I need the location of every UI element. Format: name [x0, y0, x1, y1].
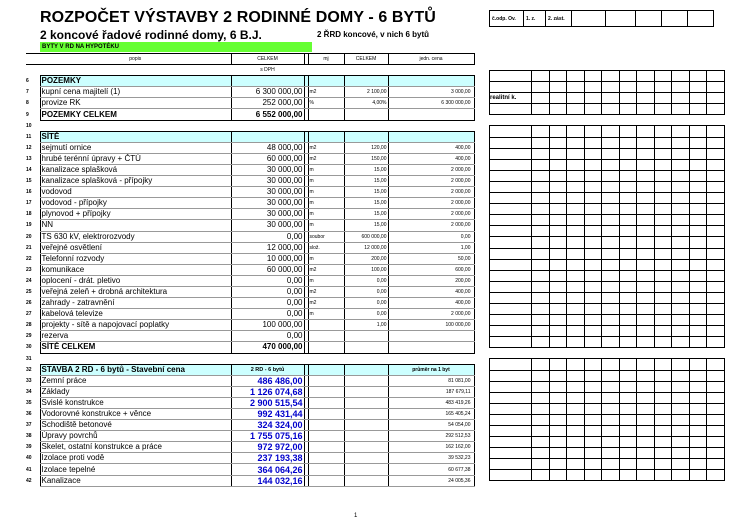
table-row: [26, 264, 474, 275]
item-unit-price: 6 300 000,00: [388, 98, 474, 109]
row-number: 23: [26, 266, 32, 273]
grid-row: [490, 170, 725, 181]
item-total: 48 000,00: [231, 142, 304, 153]
item-unit-price: 2 000,00: [388, 209, 474, 220]
grid-row: [490, 470, 725, 481]
item-unit: %: [308, 98, 344, 109]
item-label: oplocení - drát. pletivo: [40, 275, 231, 286]
item-unit-price: 600,00: [388, 264, 474, 275]
item-unit: m: [308, 164, 344, 175]
grid-row: [490, 82, 725, 93]
item-label: vodovod - přípojky: [40, 198, 231, 209]
item-label: hrubé terénní úpravy + ČTÚ: [40, 153, 231, 164]
grid-row: [490, 414, 725, 425]
row-number: 17: [26, 200, 32, 207]
right-header-cell: [636, 11, 662, 27]
item-label: zahrady - zatravnění: [40, 298, 231, 309]
grid-row: [490, 148, 725, 159]
item-unit: m: [308, 198, 344, 209]
item-quantity: 15,00: [344, 220, 388, 231]
item-quantity: 200,00: [344, 253, 388, 264]
item-quantity: 0,00: [344, 309, 388, 320]
item-label: projekty - sítě a napojovací poplatky: [40, 320, 231, 331]
table-row: [26, 386, 474, 397]
item-unit: m2: [308, 264, 344, 275]
item-label: kanalizace splašková - přípojky: [40, 176, 231, 187]
item-total: 0,00: [231, 275, 304, 286]
row-number: 30: [26, 344, 32, 351]
item-total: 237 193,38: [231, 453, 304, 464]
row-number: 10: [26, 122, 32, 129]
table-row: [26, 397, 474, 408]
item-unit-price: 2 000,00: [388, 198, 474, 209]
grid-row: [490, 403, 725, 414]
item-average: 81 081,00: [388, 375, 474, 386]
item-label: Schodiště betonové: [40, 420, 231, 431]
grid-row: [490, 237, 725, 248]
row-number: 31: [26, 355, 32, 362]
item-quantity: 15,00: [344, 198, 388, 209]
table-row: [26, 164, 474, 175]
item-average: 24 005,36: [388, 475, 474, 486]
row-number: 34: [26, 388, 32, 395]
item-unit-price: 100 000,00: [388, 320, 474, 331]
item-label: Zemní práce: [40, 375, 231, 386]
item-label: NN: [40, 220, 231, 231]
grid-row: [490, 348, 725, 359]
item-unit-price: 1,00: [388, 242, 474, 253]
item-unit-price: 2 000,00: [388, 220, 474, 231]
total-value: 470 000,00: [231, 342, 304, 353]
item-total: 30 000,00: [231, 164, 304, 175]
row-number: 21: [26, 244, 32, 251]
right-header-cell: [572, 11, 606, 27]
item-total: 972 972,00: [231, 442, 304, 453]
table-row: [26, 253, 474, 264]
row-number: 40: [26, 455, 32, 462]
col-header-celkem2: CELKEM: [344, 54, 388, 65]
row-number: 29: [26, 333, 32, 340]
grid-row: [490, 448, 725, 459]
table-row: [26, 142, 474, 153]
grid-row: [490, 381, 725, 392]
item-average: 54 054,00: [388, 420, 474, 431]
item-total: 0,00: [231, 331, 304, 342]
table-row: [26, 409, 474, 420]
item-unit: [308, 331, 344, 342]
col-header-num: [26, 54, 40, 65]
table-row: [26, 187, 474, 198]
item-unit-price: 400,00: [388, 286, 474, 297]
item-quantity: 12 000,00: [344, 242, 388, 253]
item-unit-price: 400,00: [388, 142, 474, 153]
col-header-mj: mj: [308, 54, 344, 65]
item-total: 6 300 000,00: [231, 87, 304, 98]
col-header-popis: popis: [40, 54, 231, 65]
item-label: Izolace proti vodě: [40, 453, 231, 464]
col-header-jedn-cena: jedn. cena: [388, 54, 474, 65]
item-unit-price: 50,00: [388, 253, 474, 264]
table-row: [26, 353, 474, 364]
table-row: [26, 220, 474, 231]
item-unit: m2: [308, 298, 344, 309]
grid-row: [490, 392, 725, 403]
item-quantity: 120,00: [344, 142, 388, 153]
item-total: 30 000,00: [231, 198, 304, 209]
table-row: [26, 420, 474, 431]
grid-row: [490, 93, 725, 104]
grid-row: [490, 215, 725, 226]
item-quantity: 1,00: [344, 320, 388, 331]
right-header-cell: 2. zást.: [546, 11, 572, 27]
row-number: 20: [26, 233, 32, 240]
item-label: Svislé konstrukce: [40, 397, 231, 408]
row-number: 38: [26, 433, 32, 440]
right-header-cell: [606, 11, 636, 27]
item-unit: m: [308, 187, 344, 198]
item-unit: m: [308, 309, 344, 320]
row-number: 14: [26, 166, 32, 173]
item-label: sejmutí ornice: [40, 142, 231, 153]
row-number: 6: [26, 78, 29, 85]
table-row: [26, 375, 474, 386]
item-total: 992 431,44: [231, 409, 304, 420]
item-total: 30 000,00: [231, 176, 304, 187]
grid-row: [490, 181, 725, 192]
item-quantity: 15,00: [344, 176, 388, 187]
row-number: 22: [26, 255, 32, 262]
item-total: 0,00: [231, 286, 304, 297]
grid-row: [490, 292, 725, 303]
right-header-cell: č.odp. Ov.: [490, 11, 524, 27]
item-label: rezerva: [40, 331, 231, 342]
section-subheader-avg: průměr na 1 byt: [388, 364, 474, 375]
item-average: 60 677,38: [388, 464, 474, 475]
table-row: [26, 120, 474, 131]
grid-row: [490, 248, 725, 259]
item-unit: m: [308, 176, 344, 187]
grid-row: [490, 226, 725, 237]
item-label: Telefonní rozvody: [40, 253, 231, 264]
item-unit-price: 200,00: [388, 275, 474, 286]
grid-row: [490, 303, 725, 314]
row-number: 27: [26, 311, 32, 318]
row-number: 36: [26, 411, 32, 418]
item-quantity: 600 000,00: [344, 231, 388, 242]
item-unit: m: [308, 220, 344, 231]
grid-row: [490, 359, 725, 370]
item-unit: m: [308, 209, 344, 220]
item-total: 1 755 075,16: [231, 431, 304, 442]
item-total: 364 064,26: [231, 464, 304, 475]
row-number: 24: [26, 277, 32, 284]
row-number: 41: [26, 466, 32, 473]
right-header-cell: 1. z.: [524, 11, 546, 27]
item-unit: m: [308, 275, 344, 286]
right-grid: [489, 70, 725, 481]
item-unit: m2: [308, 142, 344, 153]
item-unit-price: 400,00: [388, 153, 474, 164]
grid-row: [490, 204, 725, 215]
total-label: SÍTĚ CELKEM: [40, 342, 231, 353]
table-row: [26, 209, 474, 220]
item-label: provize RK: [40, 98, 231, 109]
item-unit-price: 2 000,00: [388, 176, 474, 187]
item-total: 10 000,00: [231, 253, 304, 264]
section-label: STAVBA 2 RD - 6 bytů - Stavební cena: [40, 364, 231, 375]
row-number: 25: [26, 289, 32, 296]
table-row: [26, 98, 474, 109]
table-row: [26, 286, 474, 297]
item-total: 1 126 074,68: [231, 386, 304, 397]
item-total: 0,00: [231, 298, 304, 309]
item-total: 252 000,00: [231, 98, 304, 109]
item-quantity: 0,00: [344, 286, 388, 297]
section-label: SÍTĚ: [40, 131, 231, 142]
item-unit: m: [308, 253, 344, 264]
table-row: [26, 309, 474, 320]
green-banner: BYTY V RD NA HYPOTÉKU: [40, 42, 312, 52]
item-label: vodovod: [40, 187, 231, 198]
row-number: 13: [26, 155, 32, 162]
table-row: [26, 153, 474, 164]
table-row: [26, 331, 474, 342]
total-value: 6 552 000,00: [231, 109, 304, 120]
item-unit-price: 2 000,00: [388, 309, 474, 320]
row-number: 19: [26, 222, 32, 229]
row-number: 32: [26, 366, 32, 373]
item-label: kanalizace splašková: [40, 164, 231, 175]
row-number: 42: [26, 477, 32, 484]
item-average: 292 512,53: [388, 431, 474, 442]
table-row: [26, 364, 474, 375]
row-number: 35: [26, 399, 32, 406]
grid-row: [490, 326, 725, 337]
item-average: 187 679,11: [388, 386, 474, 397]
grid-row: [490, 437, 725, 448]
item-label: kupní cena majitelí (1): [40, 87, 231, 98]
item-average: 39 532,23: [388, 453, 474, 464]
row-number: 8: [26, 100, 29, 107]
item-label: Skelet, ostatní konstrukce a práce: [40, 442, 231, 453]
item-label: Kanalizace: [40, 475, 231, 486]
side-note: realitní k.: [490, 93, 532, 104]
item-unit: slož.: [308, 242, 344, 253]
item-quantity: 0,00: [344, 298, 388, 309]
item-unit: m2: [308, 153, 344, 164]
item-total: 30 000,00: [231, 187, 304, 198]
row-number: 28: [26, 322, 32, 329]
table-row: [26, 109, 474, 120]
row-number: 33: [26, 377, 32, 384]
item-quantity: [344, 331, 388, 342]
item-label: Úpravy povrchů: [40, 431, 231, 442]
item-unit-price: [388, 331, 474, 342]
item-label: Vodorovné konstrukce + věnce: [40, 409, 231, 420]
right-header-table: [489, 10, 714, 27]
item-unit: soubor: [308, 231, 344, 242]
grid-row: [490, 126, 725, 137]
grid-row: [490, 115, 725, 126]
item-quantity: 15,00: [344, 164, 388, 175]
table-row: [26, 453, 474, 464]
item-total: 144 032,16: [231, 475, 304, 486]
grid-row: [490, 104, 725, 115]
grid-row: [490, 259, 725, 270]
grid-row: [490, 315, 725, 326]
item-quantity: 150,00: [344, 153, 388, 164]
item-quantity: 15,00: [344, 187, 388, 198]
item-unit: m2: [308, 286, 344, 297]
grid-row: [490, 281, 725, 292]
item-label: veřejná zeleň + drobná architektura: [40, 286, 231, 297]
item-unit-price: 2 000,00: [388, 164, 474, 175]
item-total: 0,00: [231, 231, 304, 242]
row-number: 9: [26, 111, 29, 118]
section-subheader: 2 RD - 6 bytů: [231, 364, 304, 375]
item-total: 12 000,00: [231, 242, 304, 253]
item-quantity: 0,00: [344, 275, 388, 286]
row-number: 7: [26, 89, 29, 96]
item-label: Základy: [40, 386, 231, 397]
item-label: TS 630 kV, elektrorozvody: [40, 231, 231, 242]
table-row: [26, 442, 474, 453]
page-number: 1: [354, 513, 358, 519]
table-row: [26, 131, 474, 142]
item-total: 486 486,00: [231, 375, 304, 386]
item-quantity: 4,00%: [344, 98, 388, 109]
table-row: [26, 87, 474, 98]
table-row: [26, 320, 474, 331]
table-row: [26, 464, 474, 475]
grid-row: [490, 159, 725, 170]
item-average: 162 162,00: [388, 442, 474, 453]
table-row: [26, 431, 474, 442]
grid-row: [490, 459, 725, 470]
row-number: 39: [26, 444, 32, 451]
right-header-cell: [688, 11, 714, 27]
item-unit: [308, 320, 344, 331]
page-subtitle: 2 koncové řadové rodinné domy, 6 B.J.: [40, 28, 262, 42]
item-quantity: 2 100,00: [344, 87, 388, 98]
row-number: 15: [26, 178, 32, 185]
table-row: [26, 198, 474, 209]
row-number: 11: [26, 133, 32, 140]
item-label: veřejné osvětlení: [40, 242, 231, 253]
grid-row: [490, 426, 725, 437]
table-row: [26, 242, 474, 253]
item-total: 60 000,00: [231, 264, 304, 275]
grid-row: [490, 137, 725, 148]
item-unit-price: 400,00: [388, 298, 474, 309]
item-total: 324 324,00: [231, 420, 304, 431]
grid-row: [490, 370, 725, 381]
item-total: 2 900 515,54: [231, 397, 304, 408]
table-row: [26, 275, 474, 286]
row-number: 12: [26, 144, 32, 151]
item-unit: m2: [308, 87, 344, 98]
item-total: 100 000,00: [231, 320, 304, 331]
item-average: 483 419,26: [388, 397, 474, 408]
item-unit-price: 2 000,00: [388, 187, 474, 198]
table-row: [26, 342, 474, 353]
item-quantity: 15,00: [344, 209, 388, 220]
table-row: [26, 176, 474, 187]
row-number: 18: [26, 211, 32, 218]
item-total: 0,00: [231, 309, 304, 320]
row-number: 16: [26, 189, 32, 196]
table-row: [26, 475, 474, 486]
item-quantity: 100,00: [344, 264, 388, 275]
item-label: komunikace: [40, 264, 231, 275]
grid-row: [490, 270, 725, 281]
item-total: 30 000,00: [231, 209, 304, 220]
item-unit-price: 0,00: [388, 231, 474, 242]
item-label: kabelová televize: [40, 309, 231, 320]
item-total: 30 000,00: [231, 220, 304, 231]
item-label: Izolace tepelné: [40, 464, 231, 475]
page-title: ROZPOČET VÝSTAVBY 2 RODINNÉ DOMY - 6 BYTŮ: [40, 9, 436, 26]
row-number: 37: [26, 422, 32, 429]
grid-row: [490, 337, 725, 348]
budget-table: [26, 53, 475, 487]
col-subheader-dph: s DPH: [260, 67, 275, 74]
total-label: POZEMKY CELKEM: [40, 109, 231, 120]
table-row: [26, 231, 474, 242]
item-total: 60 000,00: [231, 153, 304, 164]
right-header-cell: [662, 11, 688, 27]
item-label: plynovod + přípojky: [40, 209, 231, 220]
table-row: [26, 298, 474, 309]
grid-row: [490, 71, 725, 82]
table-row: [26, 76, 474, 87]
header-note: 2 ŘRD koncové, v nich 6 bytů: [317, 30, 430, 39]
item-average: 165 405,24: [388, 409, 474, 420]
grid-row: [490, 193, 725, 204]
section-label: POZEMKY: [40, 76, 231, 87]
row-number: 26: [26, 300, 32, 307]
item-unit-price: 3 000,00: [388, 87, 474, 98]
col-header-celkem: CELKEM: [231, 54, 304, 65]
